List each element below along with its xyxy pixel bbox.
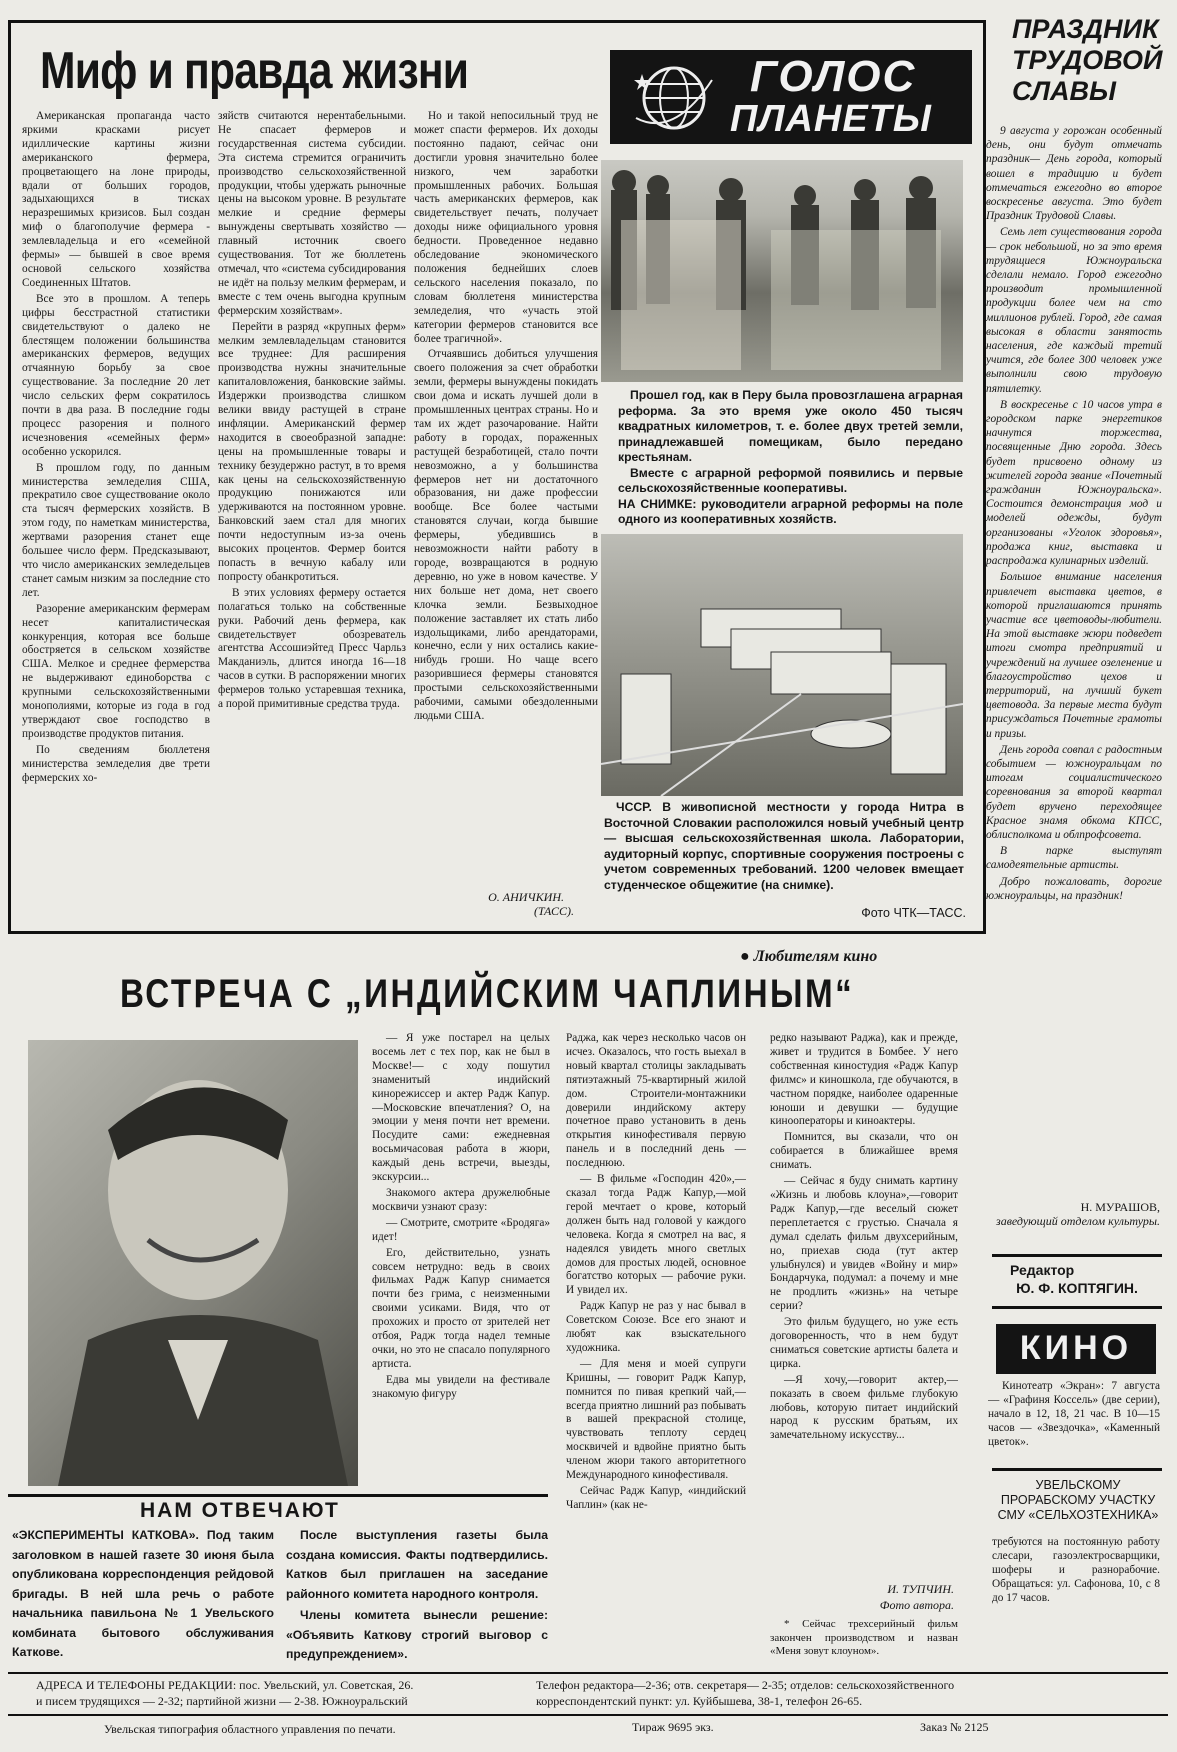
holiday-author: Н. МУРАШОВ,	[1080, 1200, 1160, 1214]
ad-header: УВЕЛЬСКОМУ ПРОРАБСКОМУ УЧАСТКУ СМУ «СЕЛЬХОЗТЕХНИКА»	[997, 1478, 1159, 1522]
holiday-title	[1012, 14, 1177, 107]
cinema-rubric	[740, 948, 940, 966]
footer-address-right-2: корреспондентский пункт: ул. Куйбышева, 38-1, телефон 26-65.	[536, 1694, 863, 1708]
footer-rule-2	[8, 1714, 1168, 1716]
paragraph: В воскресенье с 10 часов утра в городском парке энергетиков начнутся торжества, посвященные Дню города. Здесь будет присвоено одному из жителей города звание «Почетный гражданин Южноуральска». Состоится демонстрация мод и моделей одежды, будут организованы «Уголок здоровья», продажа книг, выставка и распродажа кулинарных изделий.	[986, 398, 1162, 568]
footer-printer: Увельская типография областного управления по печати.	[104, 1722, 396, 1736]
paragraph: Добро пожаловать, дорогие южноуральцы, на праздник!	[986, 875, 1162, 902]
reply-rule	[8, 1494, 548, 1497]
footer-order: Заказ № 2125	[920, 1720, 989, 1734]
reply-title: НАМ ОТВЕЧАЮТ	[140, 1499, 340, 1522]
cinema-column-3	[770, 1032, 958, 1580]
caption-paragraph: Вместе с аграрной реформой появились и первые сельскохозяйственные кооперативы.	[618, 465, 963, 495]
main-article-author: О. АНИЧКИН.	[488, 890, 564, 904]
kino-banner	[996, 1324, 1156, 1374]
nitra-photo-credit: Фото ЧТК—ТАСС.	[861, 906, 966, 920]
caption-paragraph: ЧССР. В живописной местности у города Нитра в Восточной Словакии расположился новый учебный центр — высшая сельскохозяйственная школа. Лаборатории, аудиторный корпус, спортивные сооружения построены с учетом современных требований. 1200 человек вмещает студенческое общежитие (на снимке).	[604, 800, 964, 892]
main-article-title: Миф и правда жизни	[40, 42, 469, 100]
editor-rule-bottom	[992, 1306, 1162, 1309]
paragraph: Едва мы увидели на фестивале знакомую фигуру	[372, 1373, 550, 1400]
paragraph: —Я хочу,—говорит актер,— показать в своем фильме глубокую любовь, которую питает индийский народ к русским братьям, их замечательному искусству...	[770, 1373, 958, 1442]
editor-name: Ю. Ф. КОПТЯГИН.	[1016, 1280, 1138, 1296]
portrait-silhouette	[28, 1040, 358, 1486]
main-article-column-1	[22, 110, 210, 915]
paragraph: Радж Капур не раз у нас бывал в Советском Союзе. Все его знают и любят как взыскательного художника.	[566, 1300, 746, 1354]
peru-farmers-photo	[601, 160, 963, 382]
editor-rule	[992, 1254, 1162, 1257]
paragraph: Знакомого актера дружелюбные москвичи узнают сразу:	[372, 1186, 550, 1213]
paragraph: Разорение американским фермерам несет капиталистическая конкуренция, которая все больше обостряется в сельском хозяйстве США. Мелкое и среднее фермерства не выдерживают единоборства с крупными сельскохозяйственными монополиями, которые из года в год утверждают свое господство в производстве продуктов питания.	[22, 602, 210, 740]
caption-paragraph: Прошел год, как в Перу была провозглашена аграрная реформа. За это время уже около 450 тысяч квадратных километров, т. е. более двух третей земли, принадлежавшей помещикам, было передано крестьянам.	[618, 388, 963, 464]
reply-right-text	[286, 1526, 548, 1666]
footer-address-left: АДРЕСА И ТЕЛЕФОНЫ РЕДАКЦИИ: пос. Увельский, ул. Советская, 26.	[36, 1678, 414, 1692]
holiday-title-line: СЛАВЫ	[1012, 76, 1117, 106]
peru-photo-caption	[618, 388, 963, 530]
paragraph: Но и такой непосильный труд не может спасти фермеров. Их доходы постоянно падают, сейчас они достигли уровня значительно более низкого, чем заработки промышленных рабочих. Большая часть американских фермеров, как свидетельствует печать, получает доходы ниже официального уровня бедности. Проведенное недавно обследование экономического положения беднейших слоев сельского населения показало, по словам бюллетеня министерства земледелия, что «участь этой категории фермеров становится все более трагичной».	[414, 110, 598, 345]
paragraph: — Смотрите, смотрите «Бродяга» идет!	[372, 1216, 550, 1243]
paragraph: 9 августа у горожан особенный день, они будут отмечать праздник— День города, который вошел в традицию и будет отмечаться ежегодно во второе воскресенье августа. Это будет Праздник Трудовой Славы.	[986, 125, 1162, 223]
paragraph: Члены комитета вынесли решение: «Объявить Каткову строгий выговор с предупреждением».	[286, 1608, 548, 1661]
paragraph: Все это в прошлом. А теперь цифры бесстрастной статистики свидетельствуют о далеко не блестящем положении большинства американских фермеров, ведущих отчаянную борьбу за свое существование. За последние 20 лет число сельских ферм сократилось почти в два раза. В последние годы процесс разорения и полного исчезновения «семейных ферм» особенно ускорился.	[22, 292, 210, 458]
paragraph: Большое внимание населения привлечет выставка цветов, в которой приглашаются принять участие все цветоводы-любители. На этой выставке жюри подведет итоги смотра предприятий и учреждений на лучшее озеленение и благоустройство цехов и территорий, на лучший букет цветовода. За первые места будут присуждаться Почетные грамоты и призы.	[986, 571, 1162, 740]
paragraph: — Для меня и моей супруги Кришны, — говорит Радж Капур, помнится по пивая крепкий чай,—всегда приятно лишний раз побывать в вашей прекрасной столице, чувствовать теплоту сердец москвичей и вдвойне приятно быть членом жюри такого авторитетного Международного кинофестиваля.	[566, 1357, 746, 1482]
paragraph: * Сейчас трехсерийный фильм закончен производством и назван «Меня зовут клоуном».	[770, 1618, 958, 1657]
paragraph: Американская пропаганда часто яркими красками рисует идиллические картины жизни американского фермера, процветающего на лоне природы, вдали от больших городов, задыхающихся в тисках неразрешимых кризисов. Был создан миф о благополучие фермера - землевладельца и его «семейной фермы» — бывшей в свое время основой сельского хозяйства Соединенных Штатов.	[22, 110, 210, 289]
paragraph: редко называют Раджа), как и прежде, живет и трудится в Бомбее. У него собственная киностудия «Радж Капур филмс» и киношкола, где обучаются, в частном порядке, наиболее одаренные юноши и девушки — будущие кинооператоры и киноактеры.	[770, 1032, 958, 1128]
peru-photo-figures	[601, 160, 963, 382]
footer-circulation: Тираж 9695 экз.	[632, 1720, 714, 1734]
holiday-title-line: ТРУДОВОЙ	[1012, 45, 1163, 75]
paragraph: — Я уже постарел на целых восемь лет с тех пор, как не был в Москве!— с ходу пошутил знаменитый индийский кинорежиссер и актер Радж Капур.—Московские впечатления? О, на эмоции у меня почти нет времени. Посудите сами: ежедневная восьмичасовая работа в жюри, каждый день встречи, выезды, экскурсии...	[372, 1032, 550, 1184]
caption-paragraph: НА СНИМКЕ: руководители аграрной реформы на поле одного из кооперативных хозяйств.	[618, 496, 963, 526]
paragraph: Перейти в разряд «крупных ферм» мелким землевладельцам становится все труднее: Для расширения производства нужны значительные капиталовложения, банковские займы. Издержки производства слишком велики ввиду растущей в стране инфляции. Американский фермер находится в своеобразной западне: цены на промышленные товары и технику безудержно растут, в то время как цены на сельскохозяйственную продукцию понижаются или удерживаются на постоянном уровне. Банковский заем стал для многих почти недоступным из-за очень высоких процентов. Фермер боится попасть в вечную кабалу или попросту обанкротиться.	[218, 320, 406, 583]
paragraph: По сведениям бюллетеня министерства земледелия две трети фермерских хо-	[22, 743, 210, 784]
footer-address-right: Телефон редактора—2-36; отв. секретаря— 2-35; отделов: сельскохозяйственного	[536, 1678, 955, 1692]
cinema-footnote	[770, 1618, 958, 1674]
editor-label: Редактор	[1010, 1262, 1075, 1278]
cinema-column-1	[372, 1032, 550, 1502]
bullet-icon: ●	[740, 948, 750, 965]
paragraph: Раджа, как через несколько часов он исчез. Оказалось, что гость выехал в новый квартал столицы закладывать пятиэтажный 75-квартирный жилой дом. Строители-монтажники доверили индийскому актеру почетное право установить в день открытия кинофестиваля первую панель и в последний день — последнюю.	[566, 1032, 746, 1170]
cinema-headline: ВСТРЕЧА С „ИНДИЙСКИМ ЧАПЛИНЫМ“	[120, 972, 855, 1016]
holiday-title-line: ПРАЗДНИК	[1012, 14, 1159, 44]
paragraph: Помнится, вы сказали, что он собирается в ближайшее время снимать.	[770, 1131, 958, 1172]
paragraph: Сейчас Радж Капур, «индийский Чаплин» (как не-	[566, 1485, 746, 1511]
paragraph: В парке выступят самодеятельные артисты.	[986, 845, 1162, 872]
paragraph: В этих условиях фермеру остается полагаться только на собственные руки. Рабочий день фермера, как свидетельствует обозреватель агентства Ассошиэйтед Пресс Чарльз Макданиэль, длится иногда 16—18 часов в сутки. В распоряжении многих фермеров только устаревшая техника, а порой примитивные средства труда.	[218, 586, 406, 711]
paragraph: зяйств считаются нерентабельными. Не спасает фермеров и государственная система субсидии. Эта система стремится ограничить производство сельскохозяйственной продукции, чтобы удержать рыночные цены на высоком уровне. В результате мелкие и средние фермеры вынуждены свертывать хозяйство — главный источник своего существования. Тот же бюллетень отмечал, что «система субсидирования не идёт на пользу мелким фермерам, и вместе с тем очень выгодна крупным фермерским хозяйствам».	[218, 110, 406, 317]
planet-banner	[610, 50, 972, 144]
paragraph: Кинотеатр «Экран»: 7 августа — «Графиня Коссель» (две серии), начало в 12, 18, 21 час. В 10—15 часов — «Звездочка», «Каменный цветок».	[988, 1380, 1160, 1448]
main-article-column-2	[218, 110, 406, 910]
holiday-body	[986, 124, 1162, 1212]
paragraph: требуются на постоянную работу слесари, газоэлектросварщики, шоферы и разнорабочие. Обращаться: ул. Сафонова, 10, с 8 до 17 часов.	[992, 1536, 1160, 1604]
footer-address-left-2: и писем трудящихся — 2-32; партийной жизни — 2-38. Южноуральский	[36, 1694, 408, 1708]
ad-text	[992, 1536, 1160, 1636]
paragraph: Семь лет существования города — срок небольшой, но за это время трудящиеся Южноуральска сделали немало. Город ежегодно производит промышленной продукции более чем на сто миллионов рублей. Город, где самая высокая в области занятость населения, где каждый третий учится, где более 300 человек уже выполнили свою трудовую пятилетку.	[986, 226, 1162, 395]
paragraph: Это фильм будущего, но уже есть договоренность, что в нем будут сниматься советские артисты балета и цирка.	[770, 1316, 958, 1370]
planet-banner-line-1: ГОЛОС	[750, 52, 917, 101]
planet-banner-line-2: ПЛАНЕТЫ	[730, 98, 932, 140]
globe-icon	[634, 58, 714, 138]
cinema-author-role: Фото автора.	[879, 1598, 954, 1612]
paragraph: День города совпал с радостным событием — южноуральцам по итогам социалистического соревнования за второй квартал будет вручено переходящее Красное знамя обкома КПСС, облисполкома и облпрофсовета.	[986, 743, 1162, 841]
paragraph: — Сейчас я буду снимать картину «Жизнь и любовь клоуна»,—говорит Радж Капур,—где веселый сюжет переплетается с грустью. Сначала я думал сделать фильм двухсерийным, но, приехав сюда (тут актер улыбнулся) и увидев «Войну и мир» Бондарчука, подумал: а почему и мне не продлить «жизнь» на четыре серии?	[770, 1175, 958, 1313]
footer-rule	[8, 1672, 1168, 1674]
nitra-photo-buildings	[601, 534, 963, 796]
ad-rule	[992, 1468, 1162, 1471]
paragraph: — В фильме «Господин 420»,—сказал тогда Радж Капур,—мой герой мечтает о крове, который должен быть над головой у каждого человека. Когда я смотрел на вас, я надеялся увидеть много светлых домов для простых людей, основное богатство которых — рабочие руки. И увидел их.	[566, 1173, 746, 1297]
raj-kapoor-photo	[28, 1040, 358, 1486]
paragraph: В прошлом году, по данным министерства земледелия США, прекратило свое существование около ста тысяч фермерских хозяйств. В этом году, по наметкам министерства, жертвами разорения станет еще большее число ферм. Предсказывают, что число американских земледельцев станет самым низким за последние сто лет.	[22, 461, 210, 599]
paragraph: «ЭКСПЕРИМЕНТЫ КАТКОВА». Под таким заголовком в нашей газете 30 июня была опубликована корреспонденция рейдовой бригады. В ней шла речь о работе начальника павильона № 1 Увельского комбината бытового обслуживания Каткове.	[12, 1528, 274, 1659]
main-article-agency: (ТАСС).	[534, 904, 574, 918]
main-article-column-3	[414, 110, 598, 885]
holiday-author-role: заведующий отделом культуры.	[996, 1214, 1160, 1228]
paragraph: Его, действительно, узнать совсем нетрудно: ведь в своих фильмах Радж Капур снимается почти без грима, с неизменными своими усиками. Видя, что от прохожих и просто от зрителей нет отбоя, Радж тогда надел темные очки, но это не спасало популярного артиста.	[372, 1246, 550, 1370]
cinema-column-2	[566, 1032, 746, 1700]
paragraph: После выступления газеты была создана комиссия. Факты подтвердились. Катков был приглашен на заседание районного комитета народного контроля.	[286, 1528, 548, 1601]
kino-schedule	[988, 1380, 1160, 1460]
nitra-school-photo	[601, 534, 963, 796]
cinema-author: И. ТУПЧИН.	[887, 1582, 954, 1596]
paragraph: Отчаявшись добиться улучшения своего положения за счет обработки земли, фермеры вынуждены покидать свои дома и искать лучшей доли в промышленных центрах страны. Но и там их ждет разочарование. Найти работу в городах, пораженных растущей безработицей, стало почти невозможно, а у большинства фермеров нет ни достаточного образования, ни даже профессии вообще. Все более частыми становятся случаи, когда бывшие фермеры, убедившись в невозможности найти работу в городе, возвращаются в родную деревню, но уже в новом качестве. У них больше нет дома, нет своего клочка земли. Безвыходное положение заставляет их стать либо издольщиками, либо арендаторами, конечно, если у них остались какие-нибудь гроши. Но чаще всего разорившиеся фермеры становятся простыми сельскохозяйственными рабочими, самыми обездоленными людьми США.	[414, 348, 598, 722]
cinema-rubric-label: Любителям кино	[753, 948, 878, 965]
reply-left-text	[12, 1526, 274, 1666]
kino-banner-label: КИНО	[1019, 1329, 1133, 1367]
nitra-photo-caption	[604, 800, 964, 906]
